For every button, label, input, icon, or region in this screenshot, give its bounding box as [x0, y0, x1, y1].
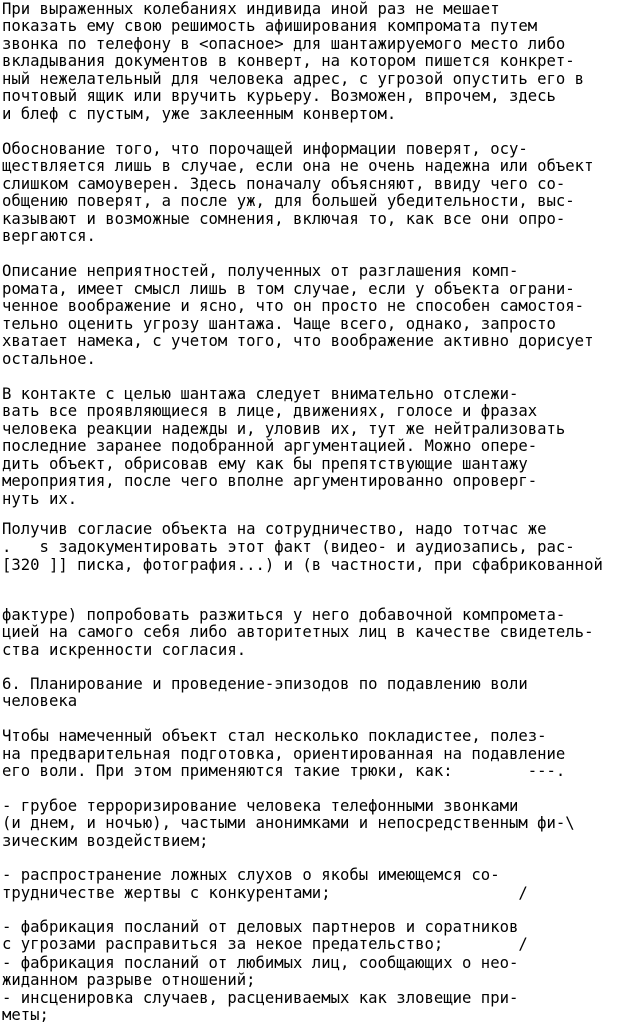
list-item: - распространение ложных слухов о якобы имеющемся со-: [2, 866, 500, 884]
section-heading: человека: [2, 692, 78, 710]
text-line: ный нежелательный для человека адрес, с угрозой опустить его в: [2, 70, 585, 88]
list-item: (и днем, и ночью), частыми анонимками и непосредственным фи-\: [2, 814, 575, 832]
text-line: показать ему свою решимость афиширования компромата путем: [2, 17, 538, 35]
text-line: фактуре) попробовать разжиться у него добавочной компромета-: [2, 606, 566, 624]
text-line: В контакте с целью шантажа следует внимательно отслежи-: [2, 385, 519, 403]
text-line: ченное воображение и ясно, что он просто не способен самостоя-: [2, 297, 585, 315]
text-line: вать все проявляющиеся в лице, движениях, голосе и фразах: [2, 402, 538, 420]
text-line: хватает намека, с учетом того, что воображение активно дорисует: [2, 332, 594, 350]
list-item: - фабрикация посланий от деловых партнеров и соратников: [2, 918, 519, 936]
text-line: [320 ]] писка, фотография...) и (в частности, при сфабрикованной: [2, 556, 603, 574]
text-line: вергаются.: [2, 227, 96, 245]
text-line: и блеф с пустым, уже заклеенным конвертом.: [2, 105, 397, 123]
text-line: ромата, имеет смысл лишь в том случае, если у объекта ограни-: [2, 280, 575, 298]
text-line: При выраженных колебаниях индивида иной раз не мешает: [2, 0, 500, 18]
list-item: трудничестве жертвы с конкурентами; /: [2, 884, 528, 902]
text-line: Чтобы намеченный объект стал несколько покладистее, полез-: [2, 727, 547, 745]
list-item: меты;: [2, 1006, 49, 1024]
text-line: Обоснование того, что порочащей информации поверят, осу-: [2, 140, 528, 158]
list-item: жиданном разрыве отношений;: [2, 971, 256, 989]
text-line: ства искренности согласия.: [2, 641, 247, 659]
text-line: мероприятия, после чего вполне аргументированно опроверг-: [2, 472, 538, 490]
list-item: зическим воздействием;: [2, 832, 209, 850]
text-line: тельно оценить угрозу шантажа. Чаще всего, однако, запросто: [2, 315, 556, 333]
text-line: казывают и возможные сомнения, включая то, как все они опро-: [2, 210, 566, 228]
text-line: человека реакции надежды и, уловив их, тут же нейтрализовать: [2, 420, 566, 438]
text-line: остальное.: [2, 350, 96, 368]
text-line: Получив согласие объекта на сотрудничество, надо тотчас же: [2, 520, 547, 538]
text-line: слишком самоуверен. Здесь поначалу объясняют, ввиду чего со-: [2, 175, 566, 193]
text-line: звонка по телефону в <опасное> для шантажируемого место либо: [2, 35, 566, 53]
text-line: цией на самого себя либо авторитетных лиц в качестве свидетель-: [2, 623, 594, 641]
section-heading: 6. Планирование и проведение-эпизодов по подавлению воли: [2, 675, 528, 693]
list-item: с угрозами расправиться за некое предательство; /: [2, 935, 528, 953]
text-line: ществляется лишь в случае, если она не очень надежна или объект: [2, 157, 594, 175]
text-line: . s задокументировать этот факт (видео- и аудиозапись, рас-: [2, 538, 575, 556]
list-item: - фабрикация посланий от любимых лиц, сообщающих о нео-: [2, 954, 519, 972]
text-line: дить объект, обрисовав ему как бы препятствующие шантажу: [2, 455, 528, 473]
text-line: последние заранее подобранной аргументацией. Можно опере-: [2, 437, 538, 455]
text-line: нуть их.: [2, 490, 78, 508]
text-line: общению поверят, а после уж, для большей убедительности, выс-: [2, 192, 575, 210]
list-item: - грубое терроризирование человека телефонными звонками: [2, 797, 519, 815]
text-line: на предварительная подготовка, ориентированная на подавление: [2, 745, 566, 763]
text-line: его воли. При этом применяются такие трюки, как: ---.: [2, 762, 566, 780]
text-line: вкладывания документов в конверт, на котором пишется конкрет-: [2, 52, 575, 70]
text-line: Описание неприятностей, полученных от разглашения комп-: [2, 262, 519, 280]
list-item: - инсценировка случаев, расцениваемых как зловещие при-: [2, 989, 519, 1007]
text-line: почтовый ящик или вручить курьеру. Возможен, впрочем, здесь: [2, 87, 556, 105]
